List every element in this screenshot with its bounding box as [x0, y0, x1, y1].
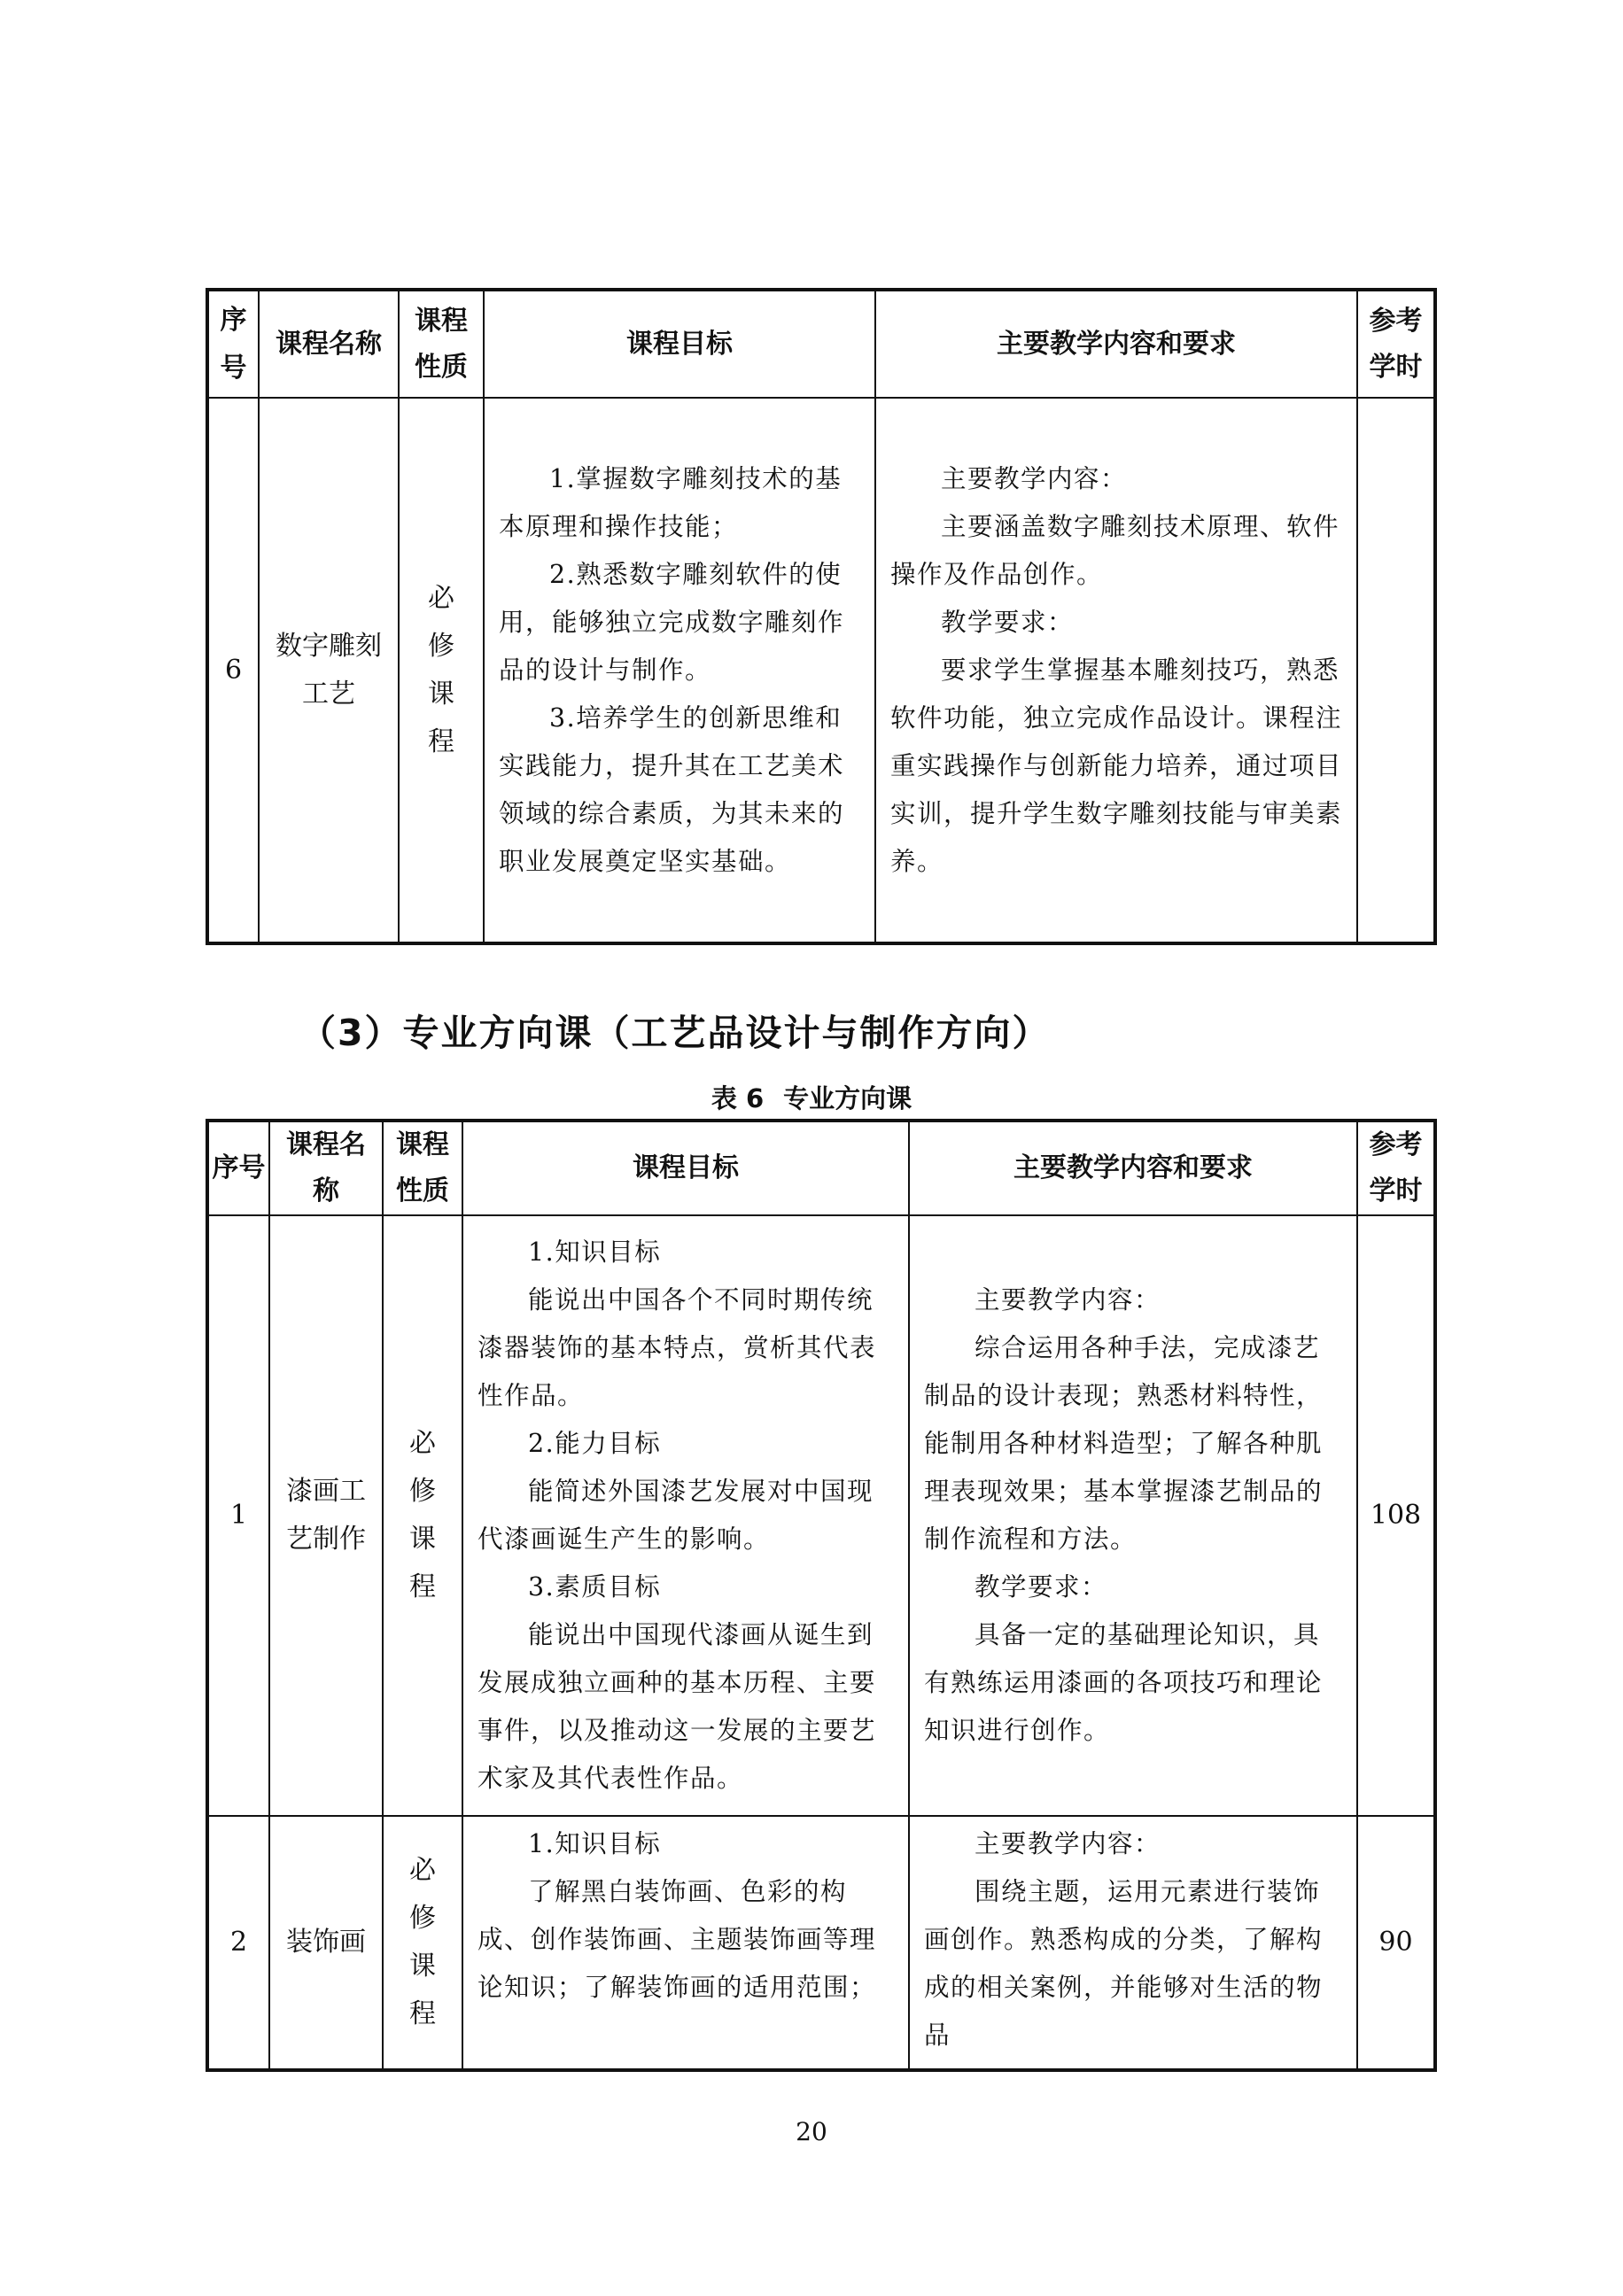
row-course-nature: 必修课程 [383, 1215, 462, 1816]
row-content [909, 1816, 1357, 2070]
header-course-goal: 课程目标 [484, 290, 875, 398]
row-hours [1357, 398, 1435, 943]
table-header-row [207, 290, 1435, 398]
row-course-name: 装饰画 [269, 1816, 383, 2070]
header-hours: 参考学时 [1357, 1121, 1435, 1215]
header-hours: 参考学时 [1357, 290, 1435, 398]
goal-line: 能说出中国各个不同时期传统漆器装饰的基本特点，赏析其代表性作品。 [478, 1285, 877, 1410]
goal-line: 能说出中国现代漆画从诞生到发展成独立画种的基本历程、主要事件，以及推动这一发展的主要艺术家及其代表性作品。 [478, 1620, 877, 1793]
page-number: 20 [796, 2117, 827, 2146]
goal-line: 1.知识目标 [528, 1237, 662, 1267]
row-hours: 108 [1357, 1215, 1435, 1816]
table-row [207, 1816, 1435, 2070]
content-line: 主要涵盖数字雕刻技术原理、软件操作及作品创作。 [890, 511, 1340, 589]
table-header-row [207, 1121, 1435, 1215]
content-line: 教学要求： [941, 607, 1075, 637]
course-table-continued [206, 288, 1437, 945]
header-content: 主要教学内容和要求 [875, 290, 1357, 398]
row-course-name: 漆画工艺制作 [269, 1215, 383, 1816]
row-course-goal [462, 1215, 909, 1816]
content-line: 要求学生掌握基本雕刻技巧，熟悉软件功能，独立完成作品设计。课程注重实践操作与创新能力培养，通过项目实训，提升学生数字雕刻技能与审美素养。 [890, 655, 1343, 876]
row-content [909, 1215, 1357, 1816]
header-course-nature: 课程性质 [383, 1121, 462, 1215]
table-row [207, 398, 1435, 943]
section-title: （3）专业方向课（工艺品设计与制作方向） [299, 1012, 1051, 1054]
row-content [875, 398, 1357, 943]
row-course-nature: 必修课程 [399, 398, 484, 943]
header-course-name: 课程名称 [269, 1121, 383, 1215]
goal-line: 2.熟悉数字雕刻软件的使用，能够独立完成数字雕刻作品的设计与制作。 [499, 559, 845, 685]
row-seq: 1 [207, 1215, 269, 1816]
goal-line: 能简述外国漆艺发展对中国现代漆画诞生产生的影响。 [478, 1477, 874, 1554]
course-table-6 [206, 1119, 1437, 2072]
content-line: 主要教学内容： [941, 463, 1128, 493]
header-course-name: 课程名称 [259, 290, 399, 398]
content-line: 具备一定的基础理论知识，具有熟练运用漆画的各项技巧和理论知识进行创作。 [924, 1620, 1324, 1745]
row-course-name: 数字雕刻工艺 [259, 398, 399, 943]
table-row [207, 1215, 1435, 1816]
row-seq: 6 [207, 398, 259, 943]
row-course-goal [462, 1816, 909, 2070]
content-line: 主要教学内容： [975, 1285, 1161, 1315]
goal-line: 2.能力目标 [528, 1429, 662, 1458]
goal-line: 1.知识目标 [528, 1829, 662, 1858]
row-seq: 2 [207, 1816, 269, 2070]
content-line: 围绕主题，运用元素进行装饰画创作。熟悉构成的分类，了解构成的相关案例，并能够对生活的物品 [924, 1877, 1324, 2050]
goal-line: 了解黑白装饰画、色彩的构成、创作装饰画、主题装饰画等理论知识；了解装饰画的适用范围； [478, 1877, 877, 2002]
header-course-nature: 课程性质 [399, 290, 484, 398]
caption-label: 表 6 [711, 1083, 765, 1113]
header-course-goal: 课程目标 [462, 1121, 909, 1215]
caption-text: 专业方向课 [783, 1083, 912, 1113]
content-line: 综合运用各种手法，完成漆艺制品的设计表现；熟悉材料特性，能制用各种材料造型；了解各种肌理表现效果；基本掌握漆艺制品的制作流程和方法。 [924, 1333, 1324, 1554]
row-hours: 90 [1357, 1816, 1435, 2070]
content-line: 教学要求： [975, 1572, 1108, 1602]
content-line: 主要教学内容： [975, 1829, 1161, 1858]
row-course-goal [484, 398, 875, 943]
header-content: 主要教学内容和要求 [909, 1121, 1357, 1215]
table-caption [0, 1079, 1623, 1115]
row-course-nature: 必修课程 [383, 1816, 462, 2070]
header-seq: 序号 [207, 1121, 269, 1215]
header-seq: 序号 [207, 290, 259, 398]
goal-line: 1.掌握数字雕刻技术的基本原理和操作技能； [499, 463, 843, 541]
goal-line: 3.培养学生的创新思维和实践能力，提升其在工艺美术领域的综合素质，为其未来的职业发展奠定坚实基础。 [499, 702, 845, 876]
goal-line: 3.素质目标 [528, 1572, 662, 1602]
